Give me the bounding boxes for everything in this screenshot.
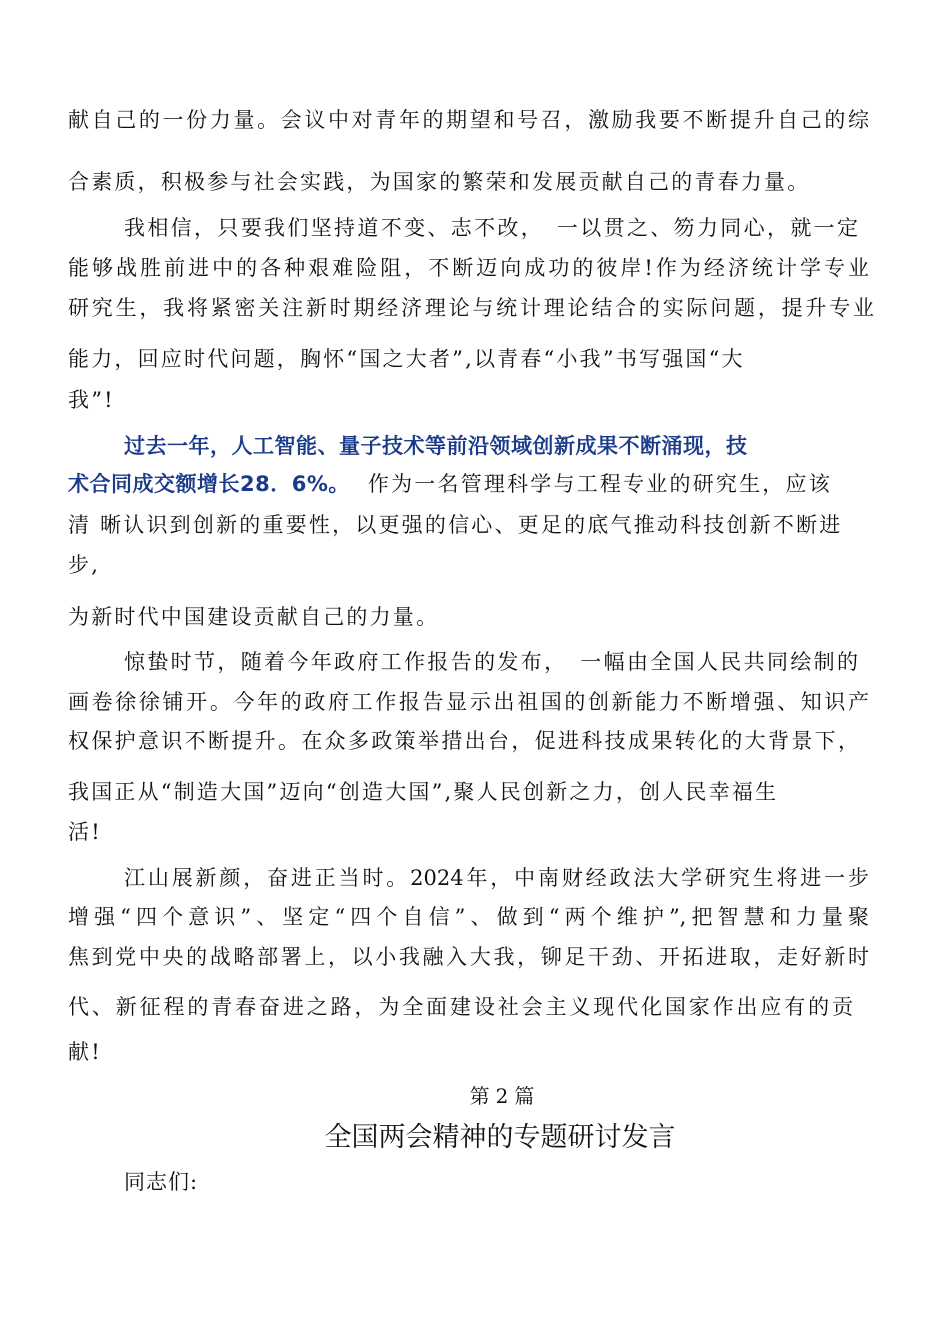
paragraph-line: 能力，回应时代问题，胸怀“国之大者”,以青春“小我”书写强国“大 bbox=[68, 347, 745, 371]
paragraph-line: 代、新征程的青春奋进之路，为全面建设社会主义现代化国家作出应有的贡 bbox=[68, 995, 853, 1019]
paragraph-line: 焦到党中央的战略部署上，以小我融入大我，铆足干劲、开拓进取，走好新时 bbox=[68, 945, 869, 969]
paragraph-line: 献! bbox=[68, 1040, 102, 1064]
paragraph-line: 为新时代中国建设贡献自己的力量。 bbox=[68, 605, 440, 629]
paragraph-line: 我”! bbox=[68, 388, 115, 412]
bold-highlight-text: 术合同成交额增长28．6%。 bbox=[68, 472, 350, 496]
paragraph-line: 献自己的一份力量。会议中对青年的期望和号召，激励我要不断提升自己的综 bbox=[68, 108, 869, 132]
paragraph-line: 清 晰认识到创新的重要性，以更强的信心、更足的底气推动科技创新不断进 bbox=[68, 513, 843, 537]
paragraph-line: 能够战胜前进中的各种艰难险阻，不断迈向成功的彼岸!作为经济统计学专业 bbox=[68, 256, 869, 280]
paragraph-line: 惊蛰时节，随着今年政府工作报告的发布， 一幅由全国人民共同绘制的 bbox=[124, 650, 858, 674]
paragraph-line bbox=[68, 470, 832, 498]
paragraph-line: 江山展新颜，奋进正当时。2024年，中南财经政法大学研究生将进一步 bbox=[124, 866, 869, 890]
salutation: 同志们: bbox=[124, 1170, 199, 1194]
paragraph-line: 合素质，积极参与社会实践，为国家的繁荣和发展贡献自己的青春力量。 bbox=[68, 170, 811, 194]
paragraph-line: 活! bbox=[68, 820, 102, 844]
paragraph-text: 作为一名管理科学与工程专业的研究生，应该 bbox=[367, 472, 832, 496]
part-label: 第2篇 bbox=[469, 1084, 541, 1108]
paragraph-line: 研究生，我将紧密关注新时期经济理论与统计理论结合的实际问题，提升专业 bbox=[68, 296, 874, 320]
section-title: 全国两会精神的专题研讨发言 bbox=[324, 1122, 676, 1153]
paragraph-line: 步, bbox=[68, 553, 101, 577]
paragraph-line: 画卷徐徐铺开。今年的政府工作报告显示出祖国的创新能力不断增强、知识产 bbox=[68, 690, 869, 714]
paragraph-line: 权保护意识不断提升。在众多政策举措出台，促进科技成果转化的大背景下， bbox=[68, 729, 859, 753]
paragraph-line: 增强“四个意识”、坚定“四个自信”、做到“两个维护”,把智慧和力量聚 bbox=[68, 905, 869, 929]
paragraph-line: 我相信，只要我们坚持道不变、志不改， 一以贯之、笏力同心，就一定 bbox=[124, 216, 858, 240]
paragraph-line: 我国正从“制造大国”迈向“创造大国”,聚人民创新之力，创人民幸福生 bbox=[68, 780, 779, 804]
bold-highlight-line: 过去一年，人工智能、量子技术等前沿领域创新成果不断涌现，技 bbox=[124, 434, 748, 458]
